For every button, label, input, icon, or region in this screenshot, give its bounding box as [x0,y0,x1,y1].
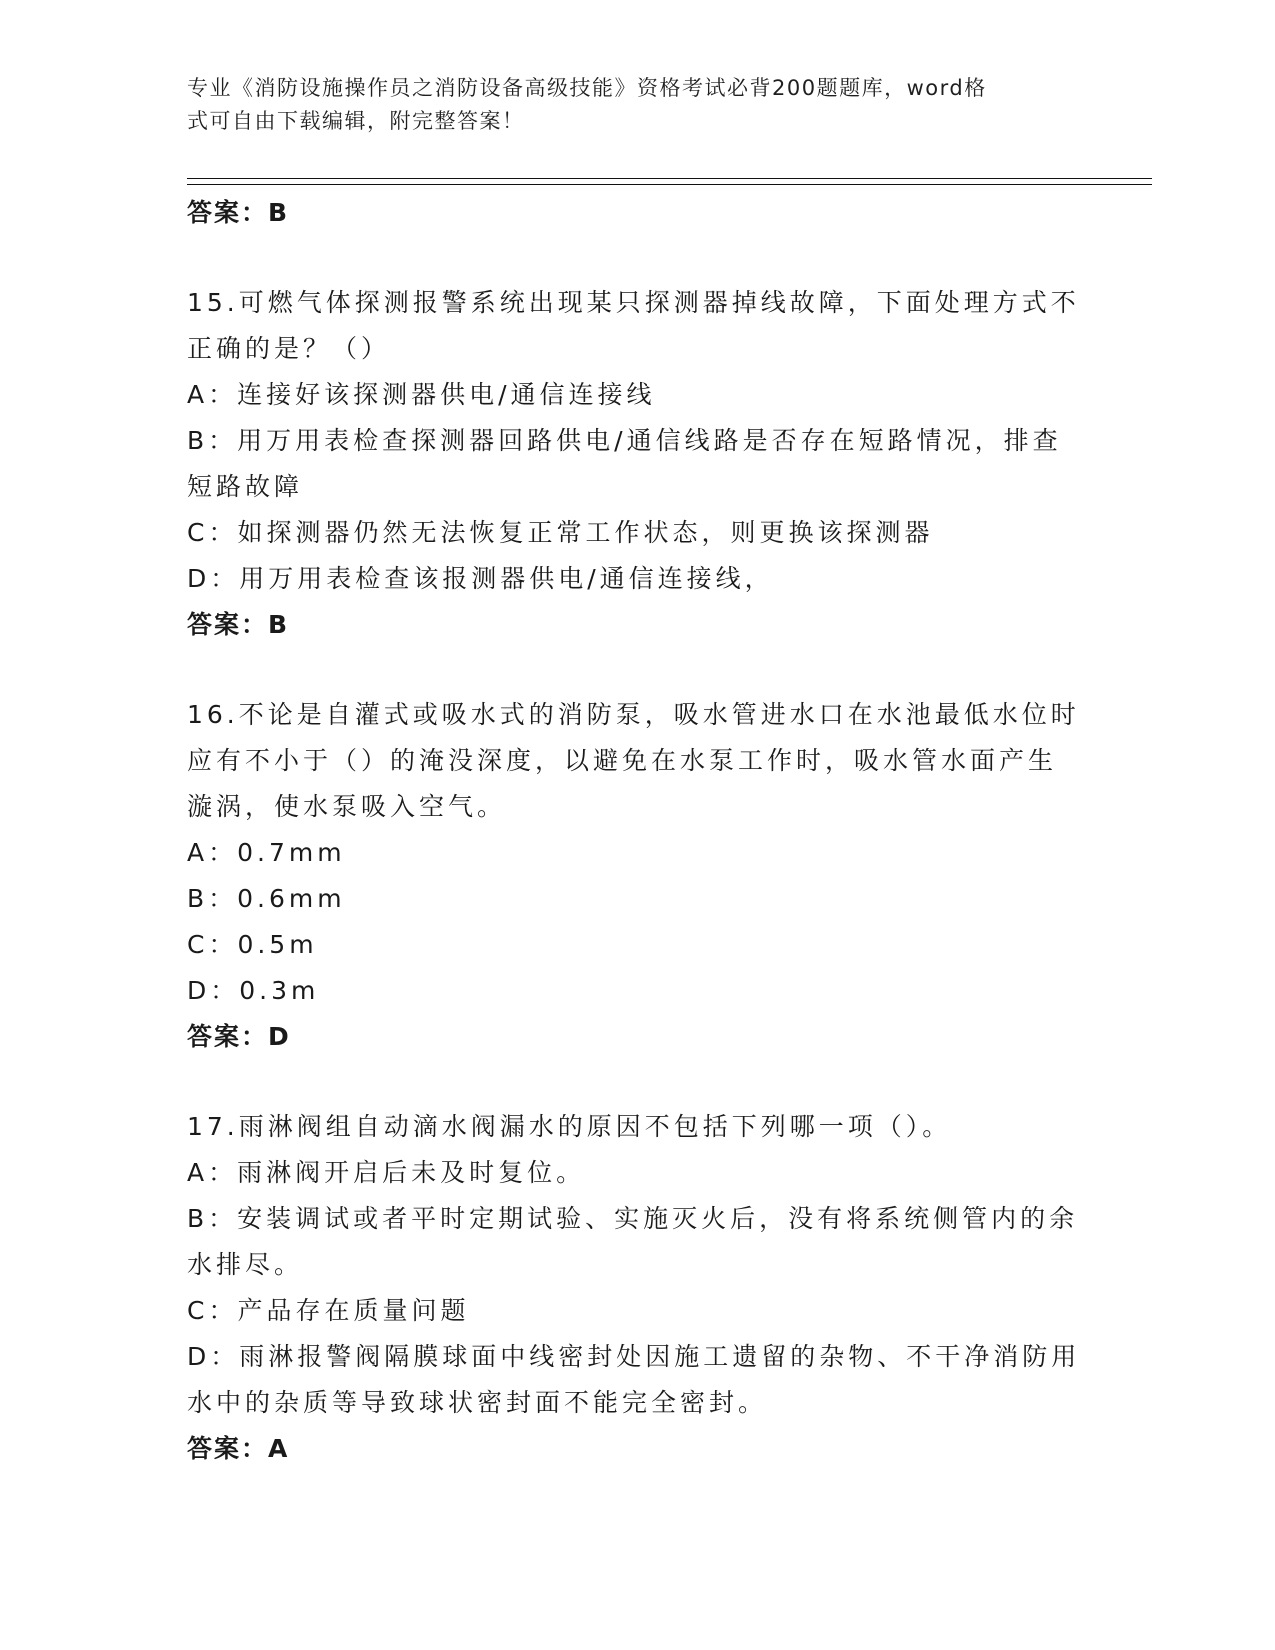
question-text [187,1104,1087,1150]
question-line: 漩涡，使水泵吸入空气。 [187,792,507,821]
question-line: 应有不小于（）的淹没深度，以避免在水泵工作时，吸水管水面产生 [187,746,1058,775]
option-line: D：0.3m [187,976,320,1005]
question-text [187,692,1087,830]
previous-answer: 答案：B [187,198,290,227]
option-line: C：产品存在质量问题 [187,1296,470,1325]
question-line: 17.雨淋阀组自动滴水阀漏水的原因不包括下列哪一项（）。 [187,1112,952,1141]
option-line: B：0.6mm [187,884,346,913]
header-divider-bottom [187,184,1152,185]
question-block-17 [187,1104,1087,1471]
question-text [187,280,1087,372]
answer-label: 答案：D [187,1022,291,1051]
question-list [187,190,1087,1471]
header-line-2: 式可自由下载编辑，附完整答案！ [187,109,525,133]
question-line: 正确的是？（） [187,334,391,363]
option-line: A：0.7mm [187,838,346,867]
question-block-15 [187,280,1087,647]
header-divider-top [187,178,1152,179]
option-line: D：雨淋报警阀隔膜球面中线密封处因施工遗留的杂物、不干净消防用 [187,1342,1081,1371]
answer-label: 答案：A [187,1434,290,1463]
option-line: D：用万用表检查该报测器供电/通信连接线， [187,564,774,593]
option-line: 水排尽。 [187,1250,304,1279]
option-line: A：雨淋阀开启后未及时复位。 [187,1158,586,1187]
question-line: 16.不论是自灌式或吸水式的消防泵，吸水管进水口在水池最低水位时 [187,700,1080,729]
question-line: 15.可燃气体探测报警系统出现某只探测器掉线故障，下面处理方式不 [187,288,1080,317]
question-block-16 [187,692,1087,1059]
option-line: 水中的杂质等导致球状密封面不能完全密封。 [187,1388,768,1417]
option-line: C：0.5m [187,930,318,959]
option-line: C：如探测器仍然无法恢复正常工作状态，则更换该探测器 [187,518,934,547]
option-line: B：用万用表检查探测器回路供电/通信线路是否存在短路情况，排查 [187,426,1062,455]
answer-label: 答案：B [187,610,290,639]
header-line-1: 专业《消防设施操作员之消防设备高级技能》资格考试必背200题题库，word格 [187,76,987,100]
option-line: A：连接好该探测器供电/通信连接线 [187,380,656,409]
option-line: 短路故障 [187,472,304,501]
document-header [187,72,1067,138]
option-line: B：安装调试或者平时定期试验、实施灭火后，没有将系统侧管内的余 [187,1204,1079,1233]
